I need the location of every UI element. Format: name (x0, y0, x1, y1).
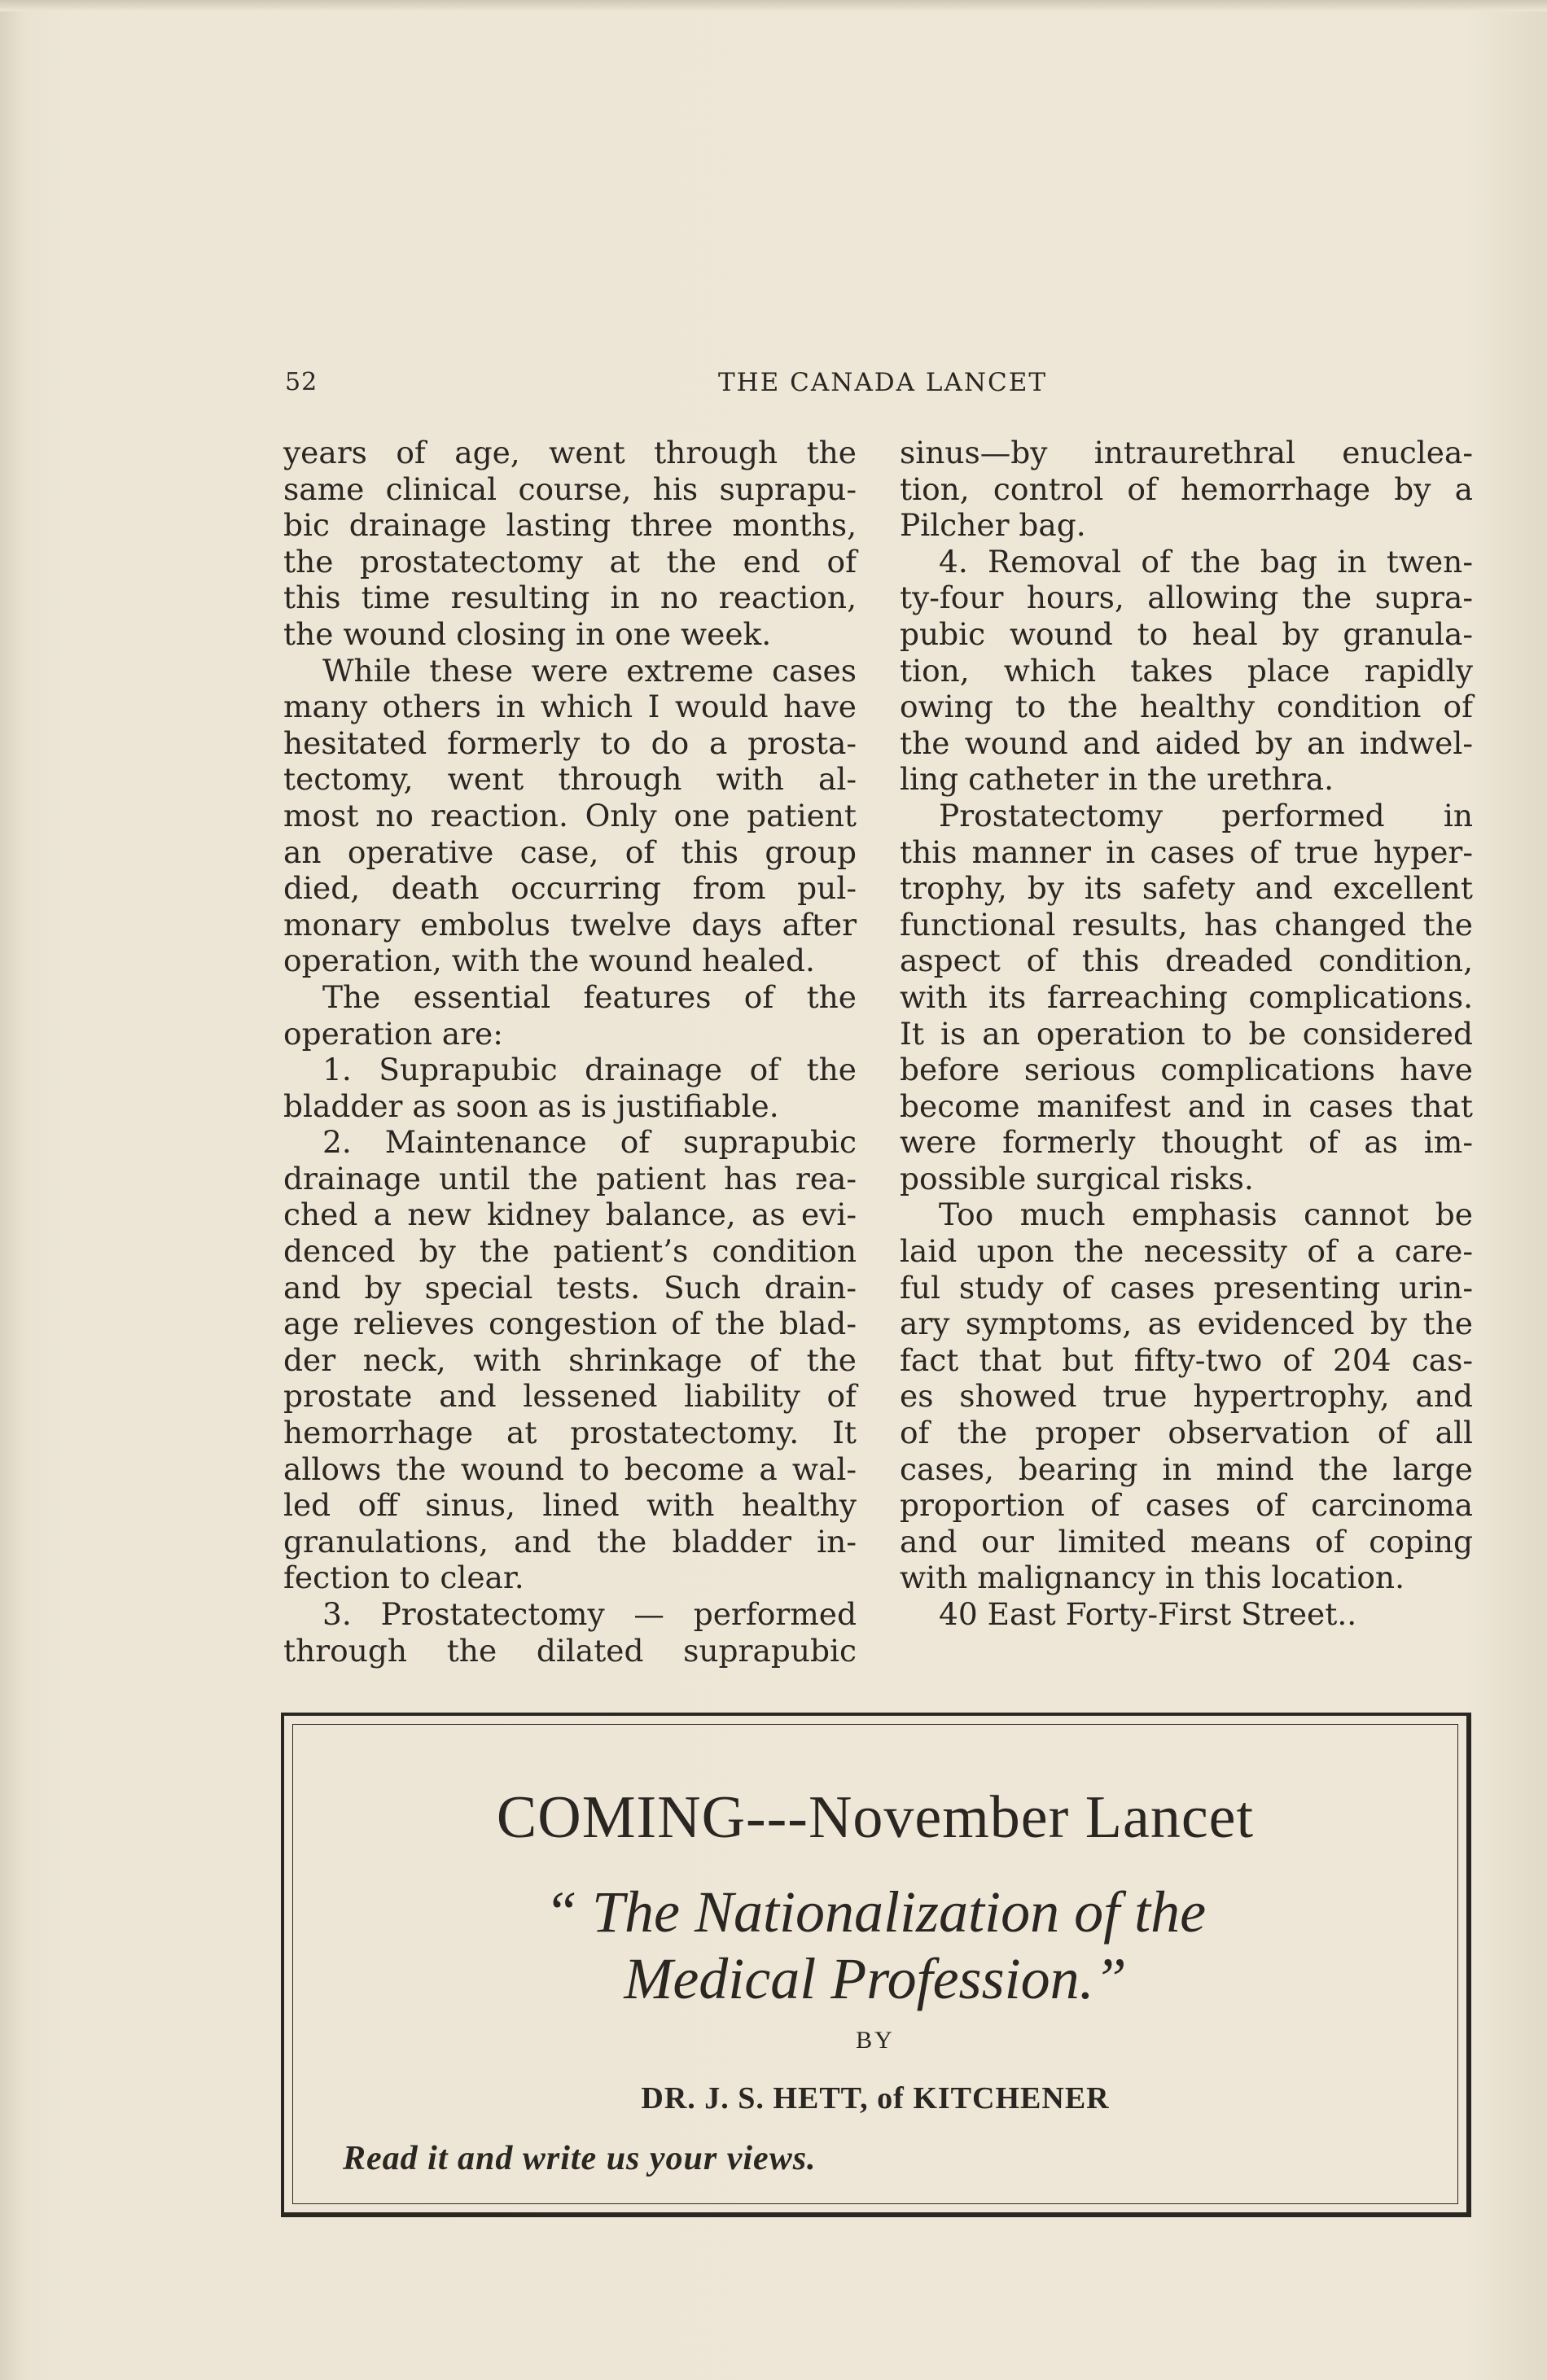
text-line: laid upon the necessity of a care- (900, 1233, 1473, 1270)
page-number: 52 (285, 368, 318, 396)
text-line: tion, control of hemorrhage by a (900, 470, 1473, 507)
text-line: the wound and aided by an indwel- (900, 724, 1473, 761)
text-line: before serious complications have (900, 1052, 1473, 1088)
text-line: 2. Maintenance of suprapubic (322, 1124, 857, 1161)
text-line: proportion of cases of carcinoma (900, 1487, 1473, 1524)
text-line: functional results, has changed the (900, 906, 1473, 943)
advertisement-by: BY (856, 2027, 895, 2054)
text-line: this time resulting in no reaction, (283, 580, 857, 616)
text-line: The essential features of the (322, 978, 857, 1015)
text-line: denced by the patient’s condition (283, 1233, 857, 1270)
text-line: allows the wound to become a wal- (283, 1450, 857, 1487)
text-line: der neck, with shrinkage of the (283, 1341, 857, 1378)
text-line: trophy, by its safety and excellent (900, 870, 1473, 907)
text-line: owing to the healthy condition of (900, 689, 1473, 725)
text-line: 40 East Forty-First Street.. (939, 1596, 1357, 1632)
text-line: most no reaction. Only one patient (283, 797, 857, 833)
text-line: ched a new kidney balance, as evi- (283, 1197, 857, 1233)
text-line: granulations, and the bladder in- (283, 1523, 857, 1560)
text-line: died, death occurring from pul- (283, 870, 857, 907)
text-line: cases, bearing in mind the large (900, 1450, 1473, 1487)
text-line: with malignancy in this location. (900, 1560, 1405, 1596)
text-line: Prostatectomy performed in (939, 797, 1473, 833)
text-line: become manifest and in cases that (900, 1087, 1473, 1124)
article-title-line-1: “ The Nationalization of the (544, 1879, 1207, 1945)
article-title-line-2: Medical Profession.” (624, 1946, 1127, 2011)
text-line: fection to clear. (283, 1560, 524, 1596)
text-line: While these were extreme cases (322, 652, 857, 689)
right-text-column (900, 435, 1473, 1633)
text-line: many others in which I would have (283, 689, 857, 725)
text-line: with its farreaching complications. (900, 978, 1473, 1015)
left-text-column (283, 435, 857, 1669)
text-line: hemorrhage at prostatectomy. It (283, 1415, 857, 1451)
text-line: operation, with the wound healed. (283, 943, 815, 979)
text-line: sinus—by intraurethral enuclea- (900, 435, 1473, 470)
text-line: an operative case, of this group (283, 833, 857, 870)
text-line: Too much emphasis cannot be (939, 1197, 1473, 1233)
text-line: age relieves congestion of the blad- (283, 1306, 857, 1342)
text-line: 1. Suprapubic drainage of the (322, 1052, 857, 1088)
text-line: tion, which takes place rapidly (900, 652, 1473, 689)
text-line: aspect of this dreaded condition, (900, 943, 1473, 979)
text-line: hesitated formerly to do a prosta- (283, 724, 857, 761)
text-line: bic drainage lasting three months, (283, 507, 857, 544)
text-line: tectomy, went through with al- (283, 761, 857, 798)
text-line: It is an operation to be considered (900, 1015, 1473, 1052)
text-line: prostate and lessened liability of (283, 1378, 857, 1415)
text-line: the prostatectomy at the end of (283, 543, 857, 580)
text-line: ful study of cases presenting urin- (900, 1269, 1473, 1306)
advertisement-tagline: Read it and write us your views. (343, 2140, 817, 2177)
text-line: years of age, went through the (283, 435, 857, 470)
text-line: ty-four hours, allowing the supra- (900, 580, 1473, 616)
text-line: operation are: (283, 1015, 503, 1052)
text-line: pubic wound to heal by granula- (900, 615, 1473, 652)
text-line: Pilcher bag. (900, 507, 1086, 544)
text-line: ary symptoms, as evidenced by the (900, 1306, 1473, 1342)
text-line: the wound closing in one week. (283, 615, 772, 652)
text-line: es showed true hypertrophy, and (900, 1378, 1473, 1415)
text-line: ling catheter in the urethra. (900, 761, 1334, 798)
advertisement-article-title (284, 1879, 1466, 2012)
advertisement-heading: COMING---November Lancet (496, 1784, 1255, 1851)
page-top-edge (0, 0, 1547, 11)
text-line: bladder as soon as is justifiable. (283, 1087, 779, 1124)
advertisement-author: DR. J. S. HETT, of KITCHENER (641, 2081, 1110, 2115)
text-line: fact that but fifty-two of 204 cas- (900, 1341, 1473, 1378)
text-line: possible surgical risks. (900, 1160, 1254, 1197)
text-line: and by special tests. Such drain- (283, 1269, 857, 1306)
text-line: led off sinus, lined with healthy (283, 1487, 857, 1524)
text-line: same clinical course, his suprapu- (283, 470, 857, 507)
text-line: of the proper observation of all (900, 1415, 1473, 1451)
text-line: 3. Prostatectomy — performed (322, 1596, 857, 1632)
text-line: were formerly thought of as im- (900, 1124, 1473, 1161)
text-line: monary embolus twelve days after (283, 906, 857, 943)
text-line: through the dilated suprapubic (283, 1632, 857, 1669)
text-line: this manner in cases of true hyper- (900, 833, 1473, 870)
running-header (285, 368, 1480, 404)
text-line: 4. Removal of the bag in twen- (939, 543, 1473, 580)
advertisement-box (281, 1713, 1471, 2217)
journal-title: THE CANADA LANCET (717, 368, 1048, 397)
text-line: drainage until the patient has rea- (283, 1160, 857, 1197)
text-line: and our limited means of coping (900, 1523, 1473, 1560)
